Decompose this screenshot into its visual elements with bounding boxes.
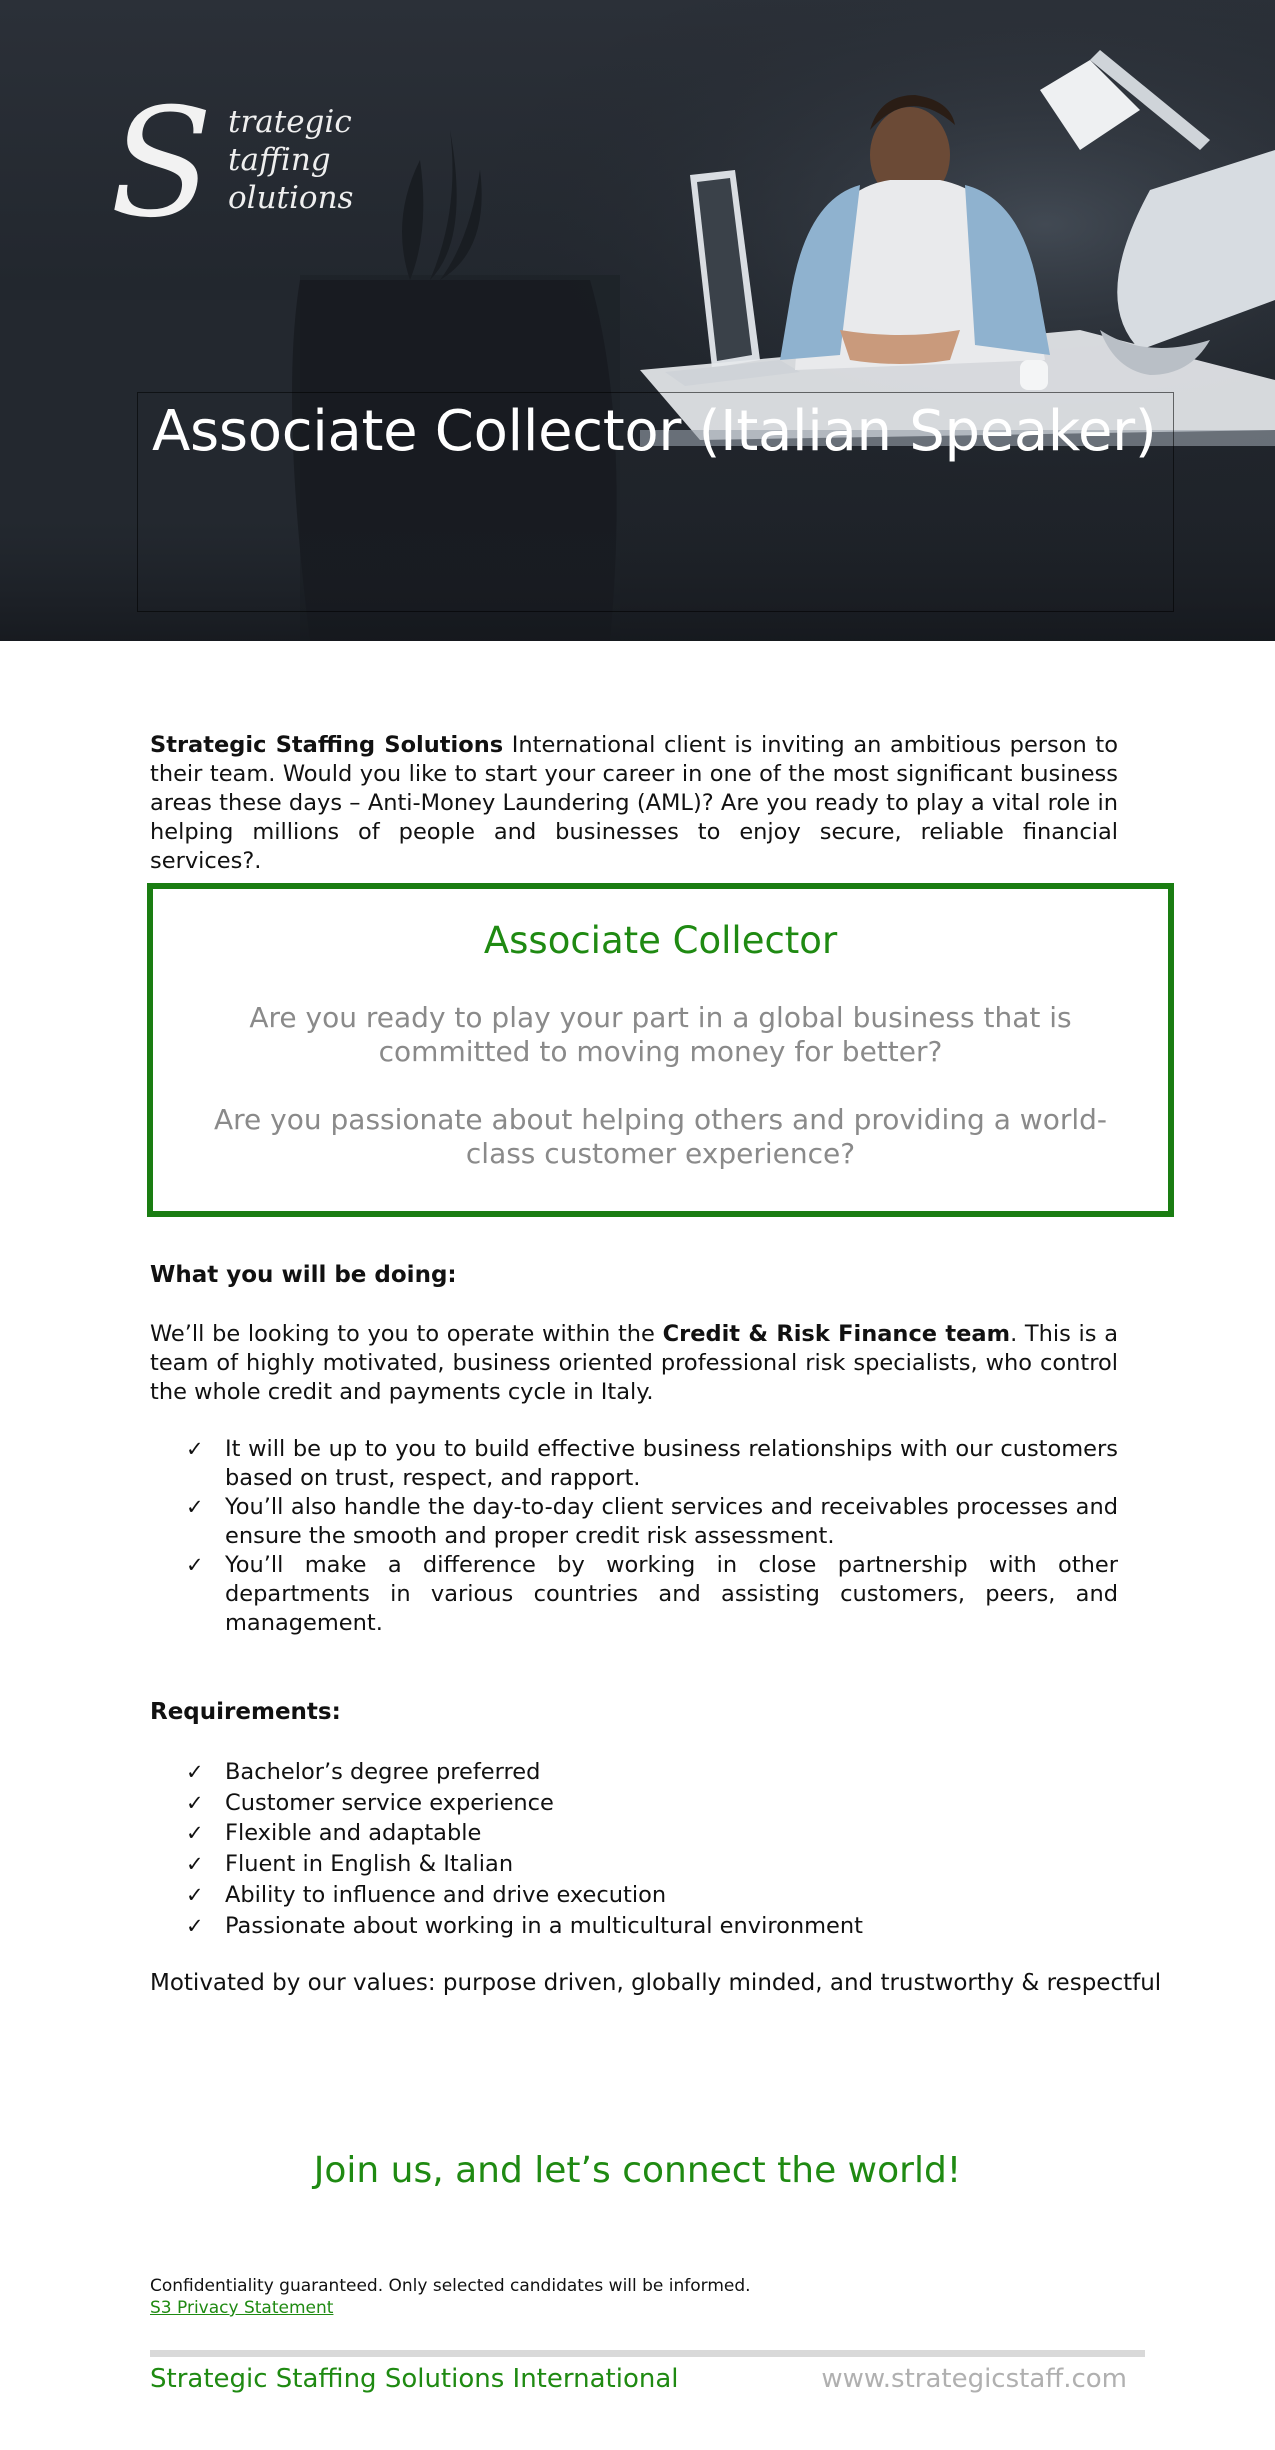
footer-company-name: Strategic Staffing Solutions International — [150, 2364, 679, 2394]
highlight-box — [147, 883, 1174, 1217]
requirements-list — [150, 1757, 1118, 1941]
logo-letter: S — [110, 77, 213, 251]
list-item-text: Flexible and adaptable — [225, 1820, 482, 1847]
list-item — [150, 1788, 1118, 1819]
call-to-action: Join us, and let’s connect the world! — [313, 2150, 962, 2191]
intro-paragraph — [150, 731, 1118, 876]
footer-divider — [150, 2350, 1145, 2357]
check-mark-icon: ✓ — [186, 1882, 204, 1907]
check-mark-icon: ✓ — [186, 1760, 204, 1784]
check-mark-icon: ✓ — [186, 1553, 204, 1577]
doing-heading: What you will be doing: — [150, 1262, 457, 1288]
logo-word: trategic — [228, 104, 352, 140]
list-item — [150, 1849, 1118, 1880]
list-item — [150, 1551, 1118, 1638]
list-item-text: Passionate about working in a multicultural environment — [225, 1912, 863, 1939]
list-item — [150, 1493, 1118, 1551]
list-item-text: Bachelor’s degree preferred — [225, 1759, 541, 1785]
team-name: Credit & Risk Finance team — [662, 1321, 1011, 1347]
check-mark-icon: ✓ — [186, 1852, 204, 1877]
logo-word: olutions — [228, 180, 354, 216]
highlight-box-title: Associate Collector — [483, 919, 838, 962]
requirements-heading: Requirements: — [150, 1699, 341, 1725]
logo-wordmark — [228, 103, 353, 217]
doing-list — [150, 1435, 1118, 1638]
highlight-question: Are you passionate about helping others and providing a world-class customer experience? — [213, 1103, 1107, 1170]
list-item-text: It will be up to you to build effective business relationships with our customers based on trust, respect, and rapport. — [225, 1436, 1118, 1491]
check-mark-icon: ✓ — [186, 1790, 204, 1815]
check-mark-icon: ✓ — [186, 1913, 204, 1938]
highlight-question: Are you ready to play your part in a global business that is committed to moving money for better? — [249, 1001, 1072, 1068]
doing-paragraph — [150, 1320, 1118, 1407]
list-item-text: Ability to influence and drive execution — [225, 1881, 667, 1908]
footer-website: www.strategicstaff.com — [821, 2364, 1127, 2394]
intro-company-name: Strategic Staffing Solutions — [150, 732, 504, 758]
job-title: Associate Collector (Italian Speaker) — [152, 399, 1157, 464]
privacy-statement-link[interactable]: S3 Privacy Statement — [150, 2298, 334, 2318]
check-mark-icon: ✓ — [186, 1821, 204, 1846]
logo-word: taffing — [228, 142, 331, 178]
doing-text: . This is a team of highly motivated, business oriented professional risk specialists, who control the whole credit and payments cycle in Italy. — [150, 1321, 1119, 1405]
list-item — [150, 1818, 1118, 1849]
company-logo — [110, 77, 354, 251]
check-mark-icon: ✓ — [186, 1437, 204, 1461]
list-item — [150, 1435, 1118, 1493]
doing-text: We’ll be looking to you to operate within the — [150, 1321, 663, 1347]
list-item-text: You’ll make a difference by working in close partnership with other departments in various countries and assisting customers, peers, and management. — [225, 1552, 1118, 1636]
list-item-text: Fluent in English & Italian — [225, 1851, 514, 1878]
values-statement: Motivated by our values: purpose driven, globally minded, and trustworthy & respectful — [150, 1970, 1162, 1996]
list-item-text: Customer service experience — [225, 1789, 554, 1816]
hero-banner — [0, 0, 1275, 641]
list-item — [150, 1880, 1118, 1911]
intro-text: International client is inviting an ambitious person to their team. Would you like to start your career in one of the most significant business areas these days – Anti-Money Laundering (AML)? Are you ready to play a vital role in helping millions of people and businesses to enjoy secure, reliable financial services?. — [150, 732, 1119, 874]
list-item — [150, 1757, 1118, 1788]
list-item — [150, 1911, 1118, 1942]
list-item-text: You’ll also handle the day-to-day client services and receivables processes and ensure the smooth and proper credit risk assessment. — [225, 1494, 1118, 1549]
confidentiality-note: Confidentiality guaranteed. Only selected candidates will be informed. — [150, 2276, 751, 2296]
check-mark-icon: ✓ — [186, 1495, 204, 1519]
